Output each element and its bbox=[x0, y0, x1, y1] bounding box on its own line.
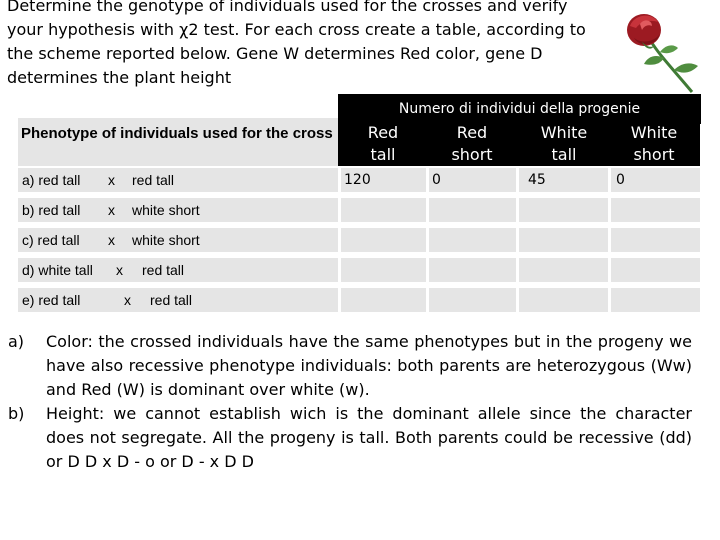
cross-symbol: x bbox=[108, 172, 115, 188]
table-row bbox=[18, 166, 700, 192]
table-row bbox=[18, 286, 700, 312]
cross-symbol: x bbox=[108, 232, 115, 248]
value-white-tall: 45 bbox=[528, 172, 546, 188]
parent2-cell: red tall bbox=[132, 172, 175, 188]
parent1-cell: d) white tall bbox=[22, 262, 93, 278]
phenotype-header: Phenotype of individuals used for the cross bbox=[21, 125, 333, 142]
answer-color bbox=[8, 330, 692, 402]
column-header-white-short: White short bbox=[630, 123, 678, 164]
column-divider bbox=[608, 166, 611, 314]
value-red-tall: 120 bbox=[344, 172, 371, 188]
column-header-red-short: Red short bbox=[451, 123, 493, 164]
cross-symbol: x bbox=[108, 202, 115, 218]
parent1-cell: e) red tall bbox=[22, 292, 81, 308]
column-header-red-tall: Red tall bbox=[367, 123, 399, 164]
table-row bbox=[18, 196, 700, 222]
parent2-cell: white short bbox=[132, 232, 200, 248]
column-header-white-tall: White tall bbox=[540, 123, 588, 164]
table-row bbox=[18, 226, 700, 252]
cross-symbol: x bbox=[124, 292, 131, 308]
progeny-header: Numero di individui della progenie bbox=[338, 94, 701, 124]
answers-list bbox=[8, 330, 692, 474]
table-row bbox=[18, 256, 700, 282]
cross-symbol: x bbox=[116, 262, 123, 278]
value-white-short: 0 bbox=[616, 172, 625, 188]
rose-image bbox=[612, 4, 712, 96]
table-header bbox=[18, 118, 700, 166]
column-divider bbox=[426, 166, 429, 314]
parent1-cell: c) red tall bbox=[22, 232, 80, 248]
parent1-cell: a) red tall bbox=[22, 172, 81, 188]
column-divider bbox=[338, 166, 341, 314]
value-red-short: 0 bbox=[432, 172, 441, 188]
parent2-cell: white short bbox=[132, 202, 200, 218]
instructions-text: Determine the genotype of individuals used for the crosses and verify your hypothesis with χ2 test. For each cross create a table, according to the scheme reported below. Gene W determines Red color, gene D determines the plant height bbox=[7, 0, 586, 87]
answer-label: b) bbox=[8, 404, 25, 423]
answer-text: Color: the crossed individuals have the same phenotypes but in the progeny we have also recessive phenotype individuals: both parents are heterozygous (Ww) and Red (W) is dominant over white (w). bbox=[46, 332, 692, 399]
parent2-cell: red tall bbox=[142, 262, 185, 278]
answer-label: a) bbox=[8, 332, 25, 351]
parent1-cell: b) red tall bbox=[22, 202, 81, 218]
answer-height bbox=[8, 402, 692, 474]
column-divider bbox=[516, 166, 519, 314]
answer-text: Height: we cannot establish wich is the dominant allele since the character does not segregate. All the progeny is tall. Both parents could be recessive (dd) or D D x D - o or D - x D D bbox=[46, 404, 692, 471]
parent2-cell: red tall bbox=[150, 292, 193, 308]
